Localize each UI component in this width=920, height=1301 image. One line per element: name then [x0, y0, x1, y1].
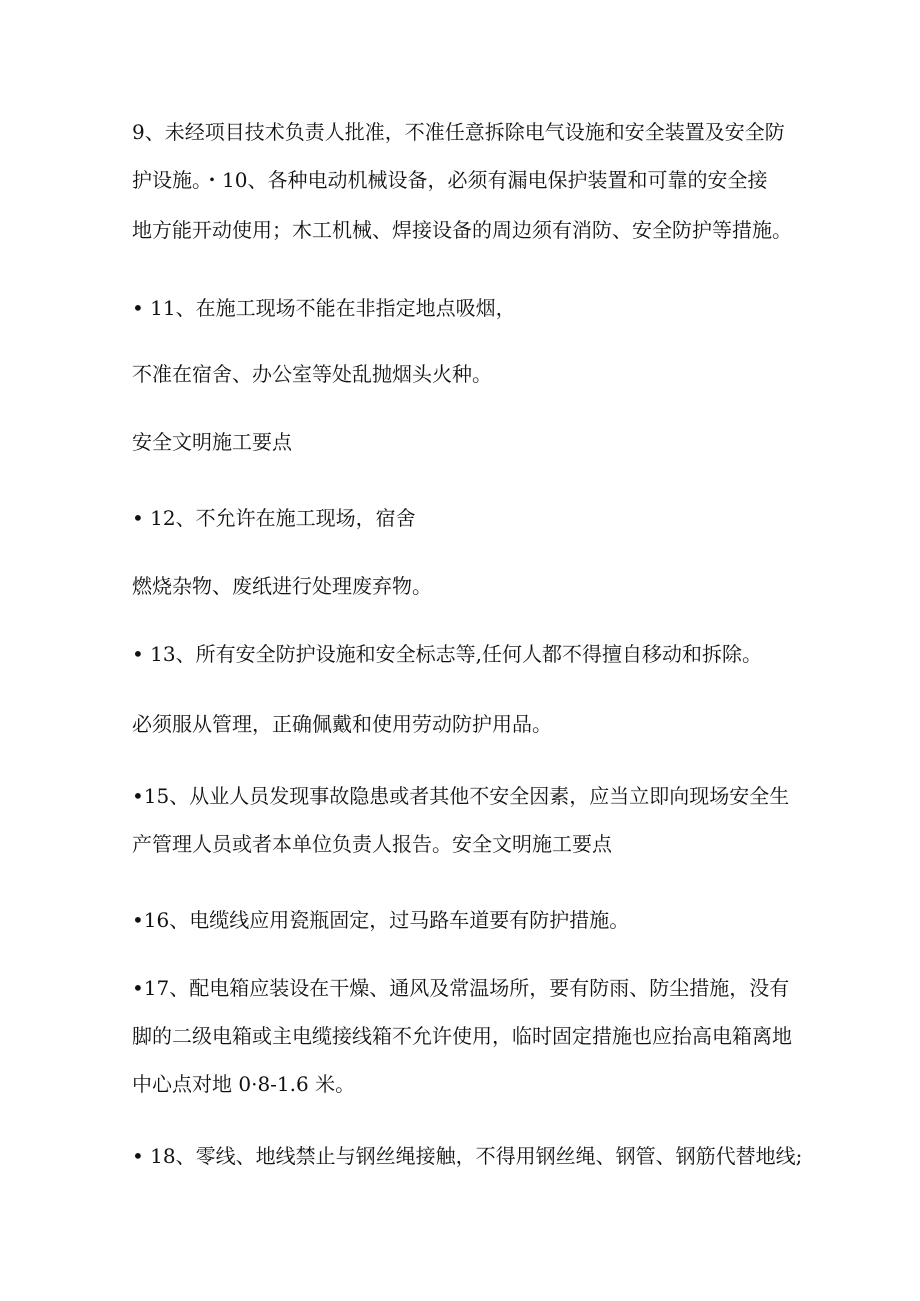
bullet-item: • 12、不允许在施工现场，宿舍 [132, 506, 416, 530]
text-line: 必须服从管理，正确佩戴和使用劳动防护用品。 [132, 712, 552, 736]
text-line: 不准在宿舍、办公室等处乱抛烟头火种。 [132, 362, 492, 386]
text-line: 地方能开动使用；木工机械、焊接设备的周边须有消防、安全防护等措施。 [132, 218, 792, 242]
bullet-item: •15、从业人员发现事故隐患或者其他不安全因素，应当立即向现场安全生 [132, 784, 790, 808]
bullet-item: • 11、在施工现场不能在非指定地点吸烟， [132, 296, 516, 320]
text-line: 燃烧杂物、废纸进行处理废弃物。 [132, 574, 432, 598]
section-heading: 安全文明施工要点 [132, 430, 292, 454]
bullet-item: • 13、所有安全防护设施和安全标志等,任何人都不得擅自移动和拆除。 [132, 642, 762, 666]
bullet-item: •17、配电箱应装设在干燥、通风及常温场所，要有防雨、防尘措施，没有 [132, 976, 790, 1000]
bullet-item: •16、电缆线应用瓷瓶固定，过马路车道要有防护措施。 [132, 908, 630, 932]
text-line: 产管理人员或者本单位负责人报告。安全文明施工要点 [132, 832, 612, 856]
text-line: 中心点对地 0·8-1.6 米。 [132, 1072, 356, 1096]
text-line: 脚的二级电箱或主电缆接线箱不允许使用，临时固定措施也应抬高电箱离地 [132, 1024, 792, 1048]
text-line: 护设施。・10、各种电动机械设备，必须有漏电保护装置和可靠的安全接 [132, 168, 768, 192]
text-line: 9、未经项目技术负责人批准，不准任意拆除电气设施和安全装置及安全防 [132, 120, 785, 144]
bullet-item: • 18、零线、地线禁止与钢丝绳接触，不得用钢丝绳、钢管、钢筋代替地线; [132, 1144, 803, 1168]
